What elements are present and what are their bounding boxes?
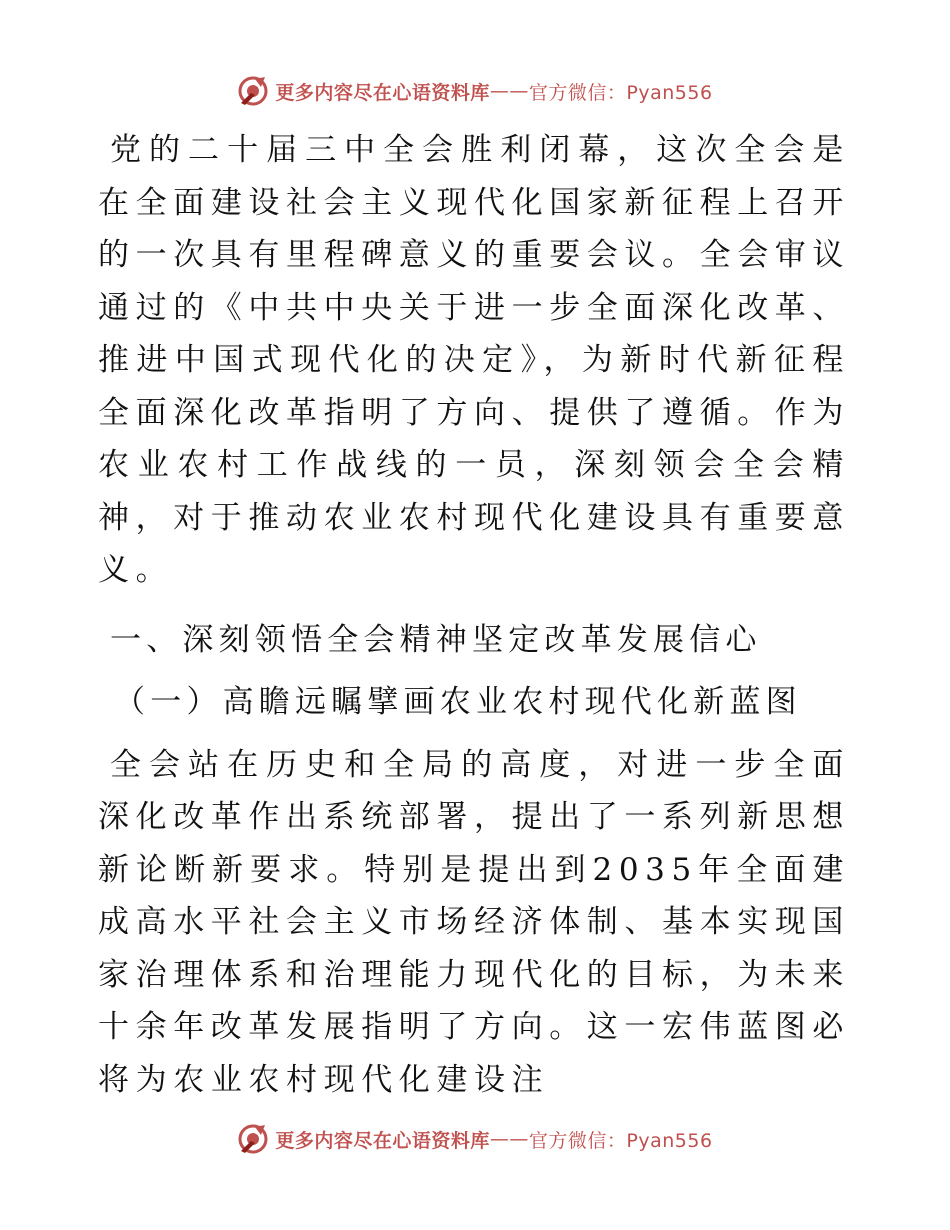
- paragraph-blueprint: 全会站在历史和全局的高度，对进一步全面深化改革作出系统部署，提出了一系列新思想新论断新要求。特别是提出到2035年全面建成高水平社会主义市场经济体制、基本实现国家治理体系和治理能力现代化的目标，为未来十余年改革发展指明了方向。这一宏伟蓝图必将为农业农村现代化建设注: [98, 746, 850, 1098]
- banner-separator: ——: [489, 1128, 529, 1150]
- document-body: [98, 124, 850, 1106]
- banner-wechat-text: 官方微信：Pyan556: [528, 81, 713, 104]
- banner-brand-text: 更多内容尽在心语资料库: [275, 1129, 490, 1152]
- footer-banner: [0, 1117, 950, 1161]
- banner-separator: ——: [489, 80, 529, 102]
- pen-logo-icon: [237, 1123, 269, 1155]
- pen-logo-icon: [237, 75, 269, 107]
- section-heading-1: 一、深刻领悟全会精神坚定改革发展信心: [110, 621, 762, 658]
- paragraph-intro: 党的二十届三中全会胜利闭幕，这次全会是在全面建设社会主义现代化国家新征程上召开的一次具有里程碑意义的重要会议。全会审议通过的《中共中央关于进一步全面深化改革、推进中国式现代化的决定》，为新时代新征程全面深化改革指明了方向、提供了遵循。作为农业农村工作战线的一员，深刻领会全会精神，对于推动农业农村现代化建设具有重要意义。: [98, 132, 850, 588]
- banner-brand-text: 更多内容尽在心语资料库: [275, 81, 490, 104]
- header-banner: [0, 69, 950, 113]
- subsection-heading-1: （一）高瞻远瞩擘画农业农村现代化新蓝图: [114, 684, 802, 720]
- banner-wechat-text: 官方微信：Pyan556: [528, 1129, 713, 1152]
